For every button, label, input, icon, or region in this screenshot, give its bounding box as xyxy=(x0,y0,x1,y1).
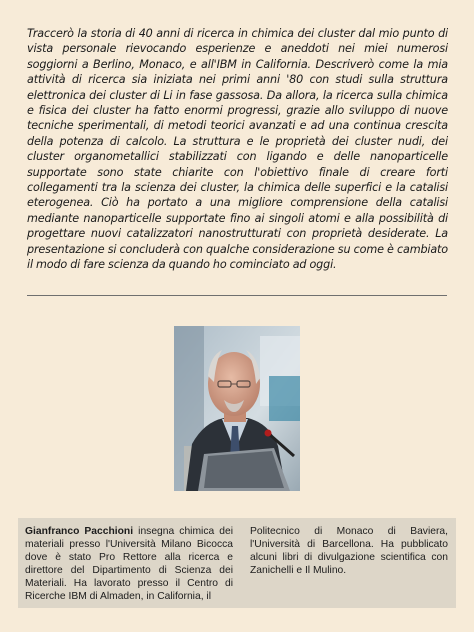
bio-box xyxy=(18,518,456,608)
bio-right-column: Politecnico di Monaco di Baviera, l'Università di Barcellona. Ha pubblicato alcuni libri di divulgazione scientifica con Zanichelli e Il Mulino. xyxy=(250,526,448,577)
bio-left-column xyxy=(25,525,233,604)
abstract-text: Traccerò la storia di 40 anni di ricerca in chimica dei cluster dal mio punto di vista personale rievocando esperienze e aneddoti nei miei numerosi soggiorni a Berlino, Monaco, e all'IBM in California. Descriverò come la mia attività di ricerca sia iniziata nei primi anni '80 con studi sulla struttura elettronica dei cluster di Li in fase gassosa. Da allora, la ricerca sulla chimica e fisica dei cluster ha fatto enormi progressi, grazie allo sviluppo di nuove tecniche sperimentali, di metodi teorici avanzati e ad una continua crescita della potenza di calcolo. La struttura e le proprietà dei cluster nudi, dei cluster organometallici stabilizzati con ligando e delle nanoparticelle supportate sono state chiarite con l'obiettivo finale di creare forti collegamenti tra la scienza dei cluster, la chimica delle superfici e la catalisi eterogenea. Ciò ha portato a una migliore comprensione della catalisi mediante nanoparticelle supportate fino ai singoli atomi e alla possibilità di progettare nuovi catalizzatori nanostrutturati con proprietà desiderate. La presentazione si concluderà con qualche considerazione su come è cambiato il modo di fare scienza da quando ho cominciato ad oggi. xyxy=(27,27,448,272)
speaker-name: Gianfranco Pacchioni xyxy=(25,526,134,537)
bio-left-text: insegna chimica dei materiali presso l'Università Milano Bicocca dove è stato Pro Rettore alla ricerca e direttore del Dipartimento di Scienza dei Materiali. Ha lavorato presso il Centro di Ricerche IBM di Almaden, in California, il xyxy=(25,526,234,603)
divider-line xyxy=(27,295,447,296)
speaker-photo xyxy=(174,326,300,491)
